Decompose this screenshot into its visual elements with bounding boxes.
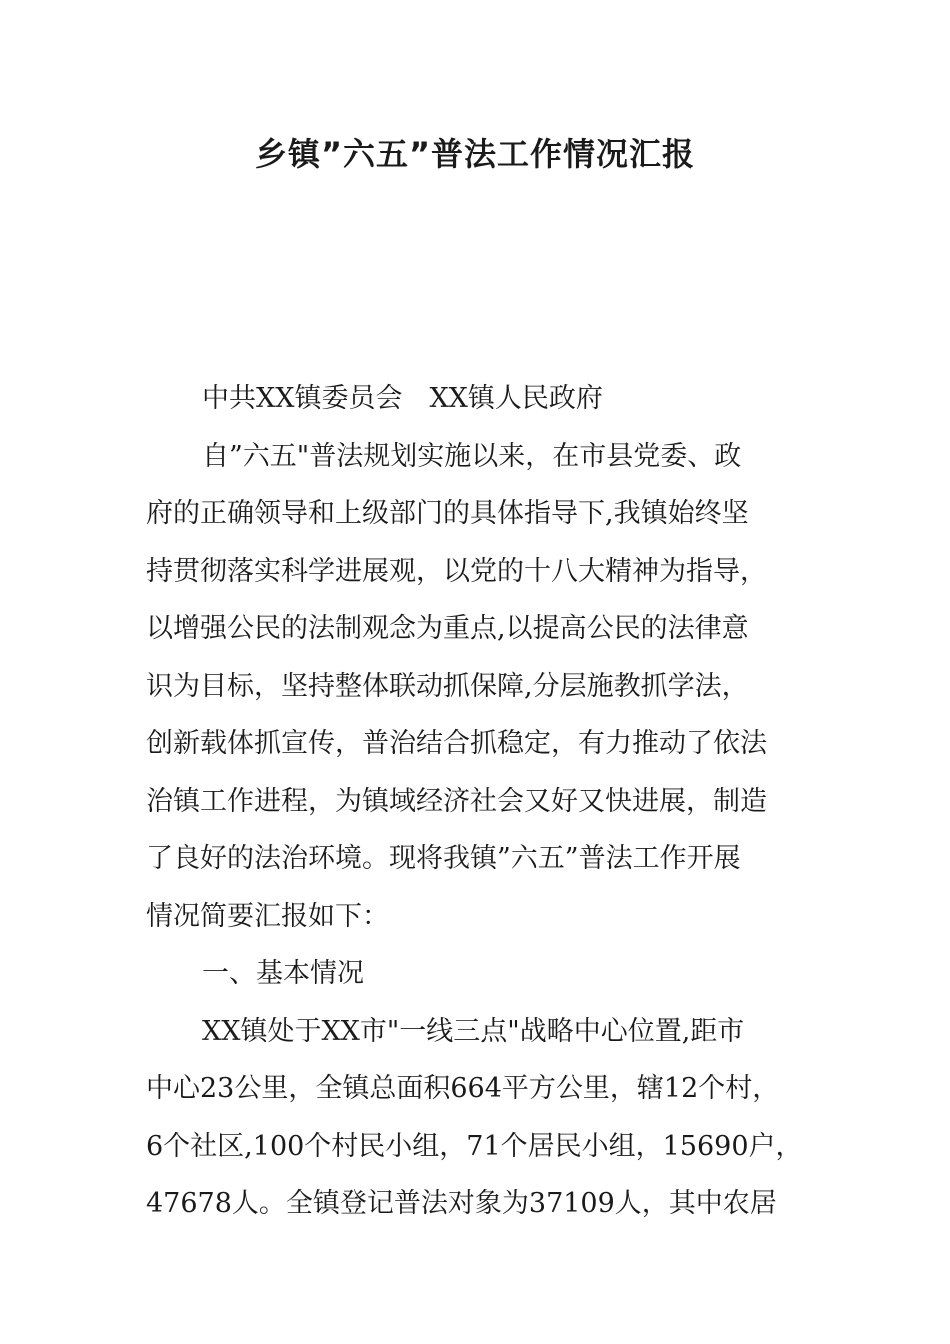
paragraph-line: XX镇处于XX市"一线三点"战略中心位置,距市: [202, 1015, 745, 1047]
paragraph-line: 持贯彻落实科学进展观，以党的十八大精神为指导，: [146, 555, 767, 587]
intro-paragraph: [146, 428, 816, 946]
paragraph-line: 了良好的法治环境。现将我镇”六五”普法工作开展: [146, 843, 741, 874]
paragraph-line: 情况简要汇报如下：: [146, 900, 389, 932]
paragraph-line: 6个社区,100个村民小组，71个居民小组，15690户，: [146, 1130, 803, 1162]
issuer-text: 中共XX镇委员会 XX镇人民政府: [202, 383, 603, 414]
document-body: [146, 370, 816, 1233]
paragraph-line: 中心23公里，全镇总面积664平方公里，辖12个村，: [146, 1073, 780, 1104]
paragraph-line: 自”六五"普法规划实施以来，在市县党委、政: [202, 440, 742, 472]
paragraph-line: 以增强公民的法制观念为重点,以提高公民的法律意: [146, 613, 749, 644]
paragraph-line: 47678人。全镇登记普法对象为37109人，其中农居: [146, 1188, 777, 1219]
section-heading: [146, 945, 816, 1003]
section-heading-text: 一、基本情况: [202, 958, 364, 989]
paragraph-line: 府的正确领导和上级部门的具体指导下,我镇始终坚: [146, 498, 749, 529]
issuer-line: [146, 370, 816, 428]
paragraph-line: 创新载体抓宣传，普治结合抓稳定，有力推动了依法: [146, 728, 767, 759]
document-title: 乡镇”六五”普法工作情况汇报: [254, 135, 696, 173]
paragraph-line: 识为目标，坚持整体联动抓保障,分层施教抓学法，: [146, 670, 749, 702]
section-paragraph: [146, 1003, 816, 1233]
paragraph-line: 治镇工作进程，为镇域经济社会又好又快进展，制造: [146, 785, 767, 817]
